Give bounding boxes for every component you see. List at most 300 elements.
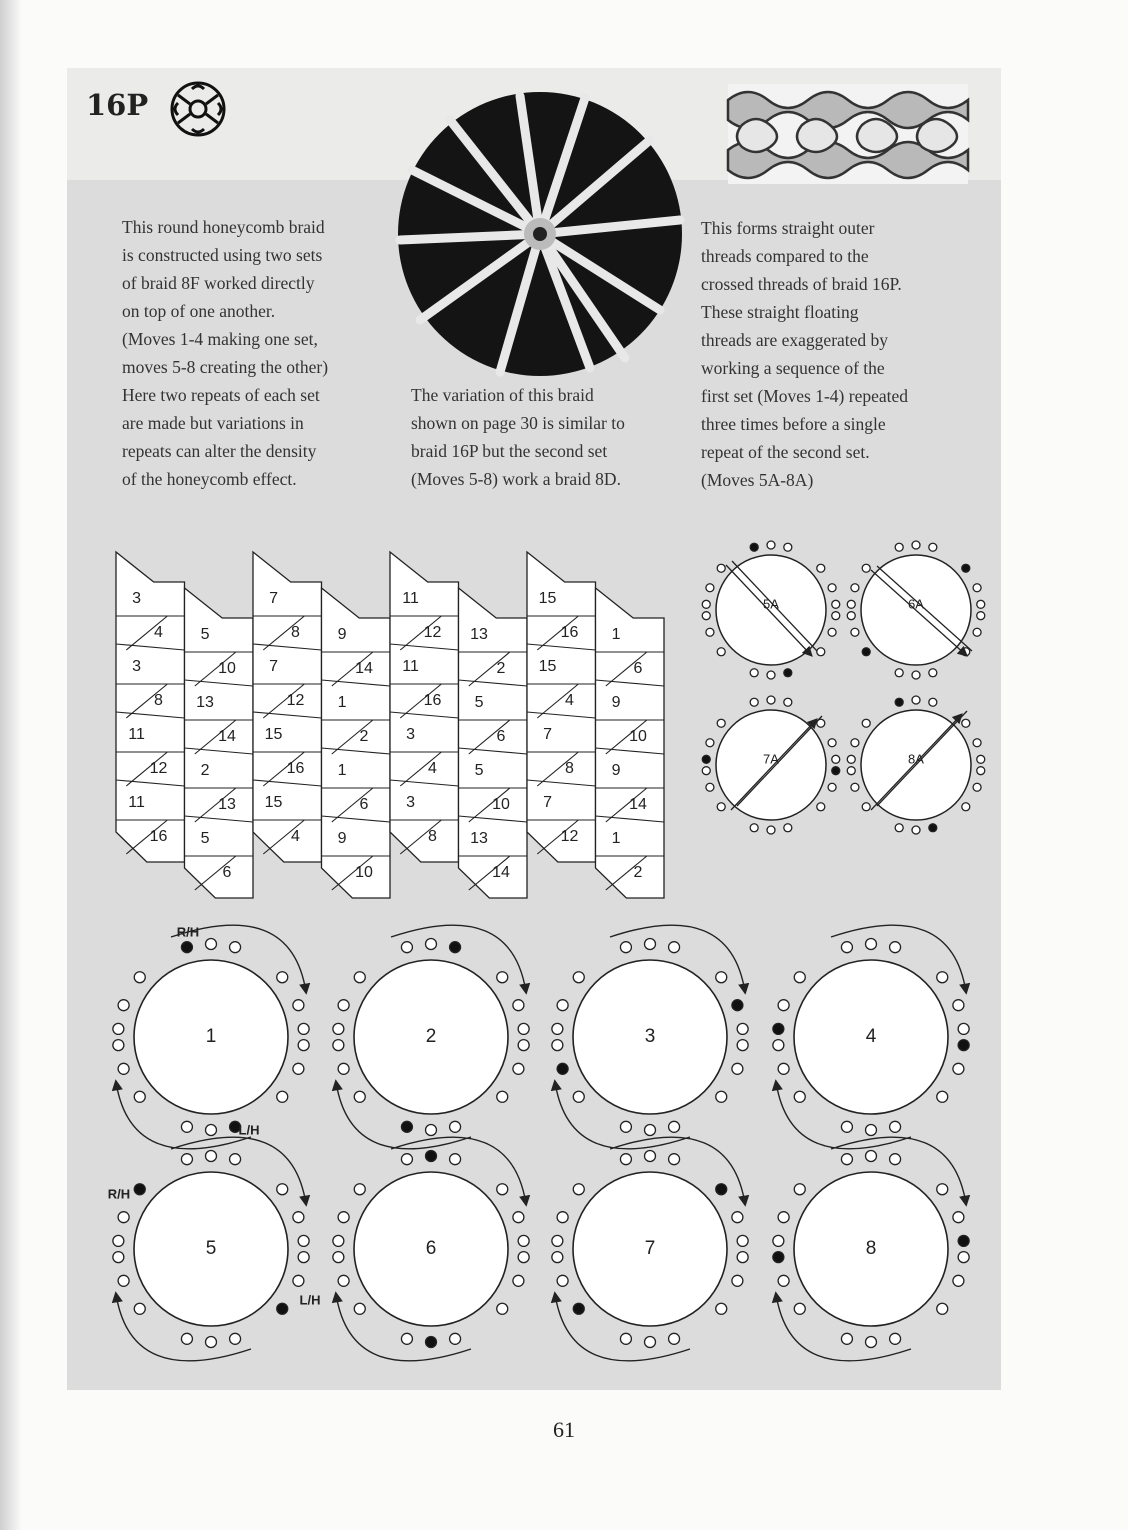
slot-dot — [717, 719, 725, 727]
disc-photo — [398, 92, 682, 376]
braid-cell-label: 15 — [264, 726, 283, 744]
slot-dot — [401, 1333, 412, 1344]
slot-dot — [338, 1275, 349, 1286]
slot-dot — [847, 600, 855, 608]
slot-dot — [737, 1235, 748, 1246]
braid-cell-label: 6 — [496, 728, 506, 746]
braid-cell-label: 15 — [538, 590, 557, 608]
braid-cell-label: 14 — [629, 796, 647, 814]
slot-dot — [958, 1040, 969, 1051]
slot-dot — [832, 612, 840, 620]
slot-dot — [890, 1154, 901, 1165]
move-number: 8 — [865, 1238, 877, 1260]
braid-column — [116, 552, 185, 862]
slot-dot — [497, 1184, 508, 1195]
slot-dot — [832, 767, 840, 775]
slot-dot — [847, 612, 855, 620]
slot-dot — [732, 1063, 743, 1074]
slot-dot — [841, 942, 852, 953]
braid-cell-label: 3 — [132, 658, 142, 676]
slot-dot — [354, 1184, 365, 1195]
slot-dot — [778, 1000, 789, 1011]
slot-dot — [866, 939, 877, 950]
slot-dot — [552, 1235, 563, 1246]
slot-dot — [794, 1303, 805, 1314]
variation-move-circle — [847, 696, 985, 834]
slot-dot — [293, 1063, 304, 1074]
slot-dot — [895, 824, 903, 832]
braid-cell-label: 7 — [543, 726, 553, 744]
slot-dot — [293, 1212, 304, 1223]
slot-dot — [716, 1184, 727, 1195]
slot-dot — [669, 942, 680, 953]
slot-dot — [895, 543, 903, 551]
slot-dot — [354, 1303, 365, 1314]
slot-dot — [977, 612, 985, 620]
slot-dot — [134, 972, 145, 983]
slot-dot — [113, 1252, 124, 1263]
slot-dot — [450, 942, 461, 953]
slot-dot — [937, 972, 948, 983]
slot-dot — [929, 669, 937, 677]
braid-cell-label: 1 — [611, 626, 621, 644]
slot-dot — [773, 1040, 784, 1051]
slot-dot — [851, 628, 859, 636]
slot-dot — [333, 1040, 344, 1051]
slot-dot — [929, 824, 937, 832]
slot-dot — [958, 1252, 969, 1263]
slot-dot — [518, 1023, 529, 1034]
slot-dot — [230, 1154, 241, 1165]
slot-dot — [557, 1063, 568, 1074]
slot-dot — [937, 1091, 948, 1102]
braid-cell-label: 14 — [492, 864, 510, 882]
braid-cell-label: 14 — [218, 728, 236, 746]
slot-dot — [401, 1121, 412, 1132]
braid-cell-label: 6 — [633, 660, 643, 678]
slot-dot — [113, 1023, 124, 1034]
slot-dot — [181, 1333, 192, 1344]
braid-cell-label: 12 — [423, 624, 442, 642]
braid-cell-label: 15 — [538, 658, 557, 676]
slot-dot — [230, 1333, 241, 1344]
braid-cell-label: 11 — [402, 658, 419, 676]
slot-dot — [773, 1235, 784, 1246]
slot-dot — [717, 564, 725, 572]
slot-dot — [706, 628, 714, 636]
slot-dot — [717, 803, 725, 811]
braid-cell-label: 1 — [337, 694, 347, 712]
braid-cell-label: 12 — [286, 692, 305, 710]
slot-dot — [426, 1337, 437, 1348]
slot-dot — [206, 1337, 217, 1348]
slot-dot — [817, 803, 825, 811]
slot-dot — [118, 1063, 129, 1074]
slot-dot — [953, 1275, 964, 1286]
braid-cell-label: 12 — [149, 760, 168, 778]
slot-dot — [851, 584, 859, 592]
slot-dot — [620, 1154, 631, 1165]
slot-dot — [732, 1275, 743, 1286]
slot-dot — [962, 564, 970, 572]
slot-dot — [958, 1023, 969, 1034]
slot-dot — [973, 739, 981, 747]
slot-dot — [716, 1091, 727, 1102]
slot-dot — [773, 1252, 784, 1263]
slot-dot — [767, 696, 775, 704]
slot-dot — [645, 1151, 656, 1162]
slot-dot — [230, 942, 241, 953]
variation-move-circle — [702, 696, 840, 834]
slot-dot — [573, 1303, 584, 1314]
slot-dot — [450, 1154, 461, 1165]
slot-dot — [338, 1000, 349, 1011]
slot-dot — [828, 584, 836, 592]
slot-dot — [518, 1040, 529, 1051]
slot-dot — [895, 698, 903, 706]
braid-cell-label: 3 — [132, 590, 142, 608]
slot-dot — [958, 1235, 969, 1246]
braid-cell-label: 3 — [406, 794, 416, 812]
slot-dot — [832, 600, 840, 608]
braid-cell-label: 5 — [200, 830, 210, 848]
slot-dot — [497, 1303, 508, 1314]
slot-dot — [841, 1121, 852, 1132]
slot-dot — [557, 1275, 568, 1286]
move-number: 3 — [644, 1026, 656, 1048]
slot-dot — [702, 612, 710, 620]
slot-dot — [706, 783, 714, 791]
slot-dot — [338, 1212, 349, 1223]
slot-dot — [298, 1023, 309, 1034]
slot-dot — [717, 648, 725, 656]
variation-paragraph: The variation of this braid shown on page 30 is similar to braid 16P but the second set (Moves 5-8) work a braid 8D. — [411, 385, 625, 489]
braid-cell-label: 14 — [355, 660, 373, 678]
slot-dot — [298, 1040, 309, 1051]
braid-cell-label: 8 — [291, 624, 300, 642]
slot-dot — [832, 755, 840, 763]
braid-cell-label: 2 — [359, 728, 369, 746]
slot-dot — [497, 1091, 508, 1102]
braid-cell-label: 12 — [560, 828, 579, 846]
slot-dot — [702, 755, 710, 763]
slot-dot — [784, 669, 792, 677]
left-hand-label: L/H — [238, 1122, 260, 1138]
braid-cell-label: 7 — [543, 794, 553, 812]
slot-dot — [851, 739, 859, 747]
slot-dot — [794, 972, 805, 983]
slot-dot — [784, 543, 792, 551]
right-hand-label: R/H — [107, 1186, 131, 1202]
slot-dot — [973, 584, 981, 592]
slot-dot — [669, 1333, 680, 1344]
slot-dot — [513, 1275, 524, 1286]
slot-dot — [113, 1040, 124, 1051]
slot-dot — [333, 1235, 344, 1246]
variation-move-label: 6A — [908, 596, 924, 612]
slot-dot — [620, 1121, 631, 1132]
braid-cell-label: 9 — [337, 830, 347, 848]
braid-cell-label: 13 — [470, 830, 488, 848]
slot-dot — [702, 767, 710, 775]
slot-dot — [767, 826, 775, 834]
left-hand-label: L/H — [299, 1292, 321, 1308]
slot-dot — [557, 1000, 568, 1011]
braid-cell-label: 13 — [218, 796, 236, 814]
slot-dot — [977, 767, 985, 775]
braid-cell-label: 7 — [269, 590, 279, 608]
slot-dot — [497, 972, 508, 983]
slot-dot — [277, 972, 288, 983]
slot-dot — [841, 1333, 852, 1344]
slot-dot — [953, 1000, 964, 1011]
braid-cell-label: 9 — [611, 694, 621, 712]
slot-dot — [750, 698, 758, 706]
slot-dot — [890, 1121, 901, 1132]
slot-dot — [181, 942, 192, 953]
slot-dot — [890, 942, 901, 953]
braid-cell-label: 4 — [154, 624, 163, 642]
finished-braid-illustration — [728, 84, 968, 184]
slot-dot — [750, 824, 758, 832]
variation-move-circle — [702, 541, 840, 679]
braid-cell-label: 4 — [291, 828, 300, 846]
slot-dot — [118, 1212, 129, 1223]
slot-dot — [962, 719, 970, 727]
braid-cell-label: 11 — [402, 590, 419, 608]
slot-dot — [973, 628, 981, 636]
slot-dot — [552, 1023, 563, 1034]
slot-dot — [866, 1151, 877, 1162]
slot-dot — [450, 1121, 461, 1132]
slot-dot — [645, 939, 656, 950]
slot-dot — [784, 698, 792, 706]
braid-cell-label: 9 — [337, 626, 347, 644]
slot-dot — [354, 972, 365, 983]
braid-cell-label: 2 — [200, 762, 210, 780]
move-number: 4 — [865, 1026, 877, 1048]
variation-move-diagrams — [702, 541, 985, 834]
move-circle — [113, 1137, 309, 1361]
slot-dot — [206, 939, 217, 950]
variation-move-label: 8A — [908, 751, 924, 767]
move-circle — [113, 925, 309, 1149]
slot-dot — [750, 543, 758, 551]
braid-cell-label: 10 — [492, 796, 510, 814]
slot-dot — [929, 698, 937, 706]
slot-dot — [118, 1275, 129, 1286]
slot-dot — [847, 755, 855, 763]
slot-dot — [773, 1023, 784, 1034]
braid-column — [527, 552, 596, 862]
braid-column — [322, 588, 391, 898]
slot-dot — [333, 1252, 344, 1263]
braid-cell-label: 8 — [428, 828, 437, 846]
slot-dot — [518, 1235, 529, 1246]
right-hand-label: R/H — [176, 924, 200, 940]
slot-dot — [513, 1000, 524, 1011]
slot-dot — [333, 1023, 344, 1034]
braid-cell-label: 1 — [337, 762, 347, 780]
braid-column — [596, 588, 665, 898]
braid-cell-label: 6 — [359, 796, 369, 814]
braid-cell-label: 2 — [496, 660, 506, 678]
slot-dot — [817, 564, 825, 572]
braid-cell-label: 16 — [560, 624, 579, 642]
slot-dot — [817, 648, 825, 656]
slot-dot — [794, 1091, 805, 1102]
braid-cell-label: 4 — [565, 692, 574, 710]
slot-dot — [912, 671, 920, 679]
slot-dot — [767, 671, 775, 679]
move-diagrams — [108, 924, 969, 1360]
braid-cell-label: 3 — [406, 726, 416, 744]
slot-dot — [552, 1252, 563, 1263]
slot-dot — [767, 541, 775, 549]
page-number: 61 — [553, 1417, 575, 1442]
braid-code-title: 16P — [86, 88, 149, 122]
slot-dot — [426, 1125, 437, 1136]
slot-dot — [298, 1252, 309, 1263]
slot-dot — [557, 1212, 568, 1223]
braid-column — [185, 588, 254, 898]
braid-cell-label: 7 — [269, 658, 279, 676]
slot-dot — [828, 739, 836, 747]
braid-disc-symbol-icon — [172, 83, 224, 135]
slot-dot — [277, 1303, 288, 1314]
slot-dot — [828, 783, 836, 791]
slot-dot — [706, 739, 714, 747]
slot-dot — [895, 669, 903, 677]
slot-dot — [293, 1000, 304, 1011]
slot-dot — [862, 648, 870, 656]
slot-dot — [401, 1154, 412, 1165]
slot-dot — [866, 1337, 877, 1348]
slot-dot — [298, 1235, 309, 1246]
braid-cell-label: 5 — [200, 626, 210, 644]
slot-dot — [706, 584, 714, 592]
braid-column — [253, 552, 322, 862]
braid-column — [390, 552, 459, 862]
braid-cell-label: 16 — [286, 760, 305, 778]
slot-dot — [716, 972, 727, 983]
slot-dot — [450, 1333, 461, 1344]
slot-dot — [513, 1063, 524, 1074]
move-circle — [552, 925, 748, 1149]
slot-dot — [277, 1184, 288, 1195]
braid-cell-label: 8 — [154, 692, 163, 710]
slot-dot — [929, 543, 937, 551]
slot-dot — [841, 1154, 852, 1165]
slot-dot — [912, 541, 920, 549]
braid-cell-label: 8 — [565, 760, 574, 778]
slot-dot — [513, 1212, 524, 1223]
move-circle — [773, 1137, 969, 1361]
slot-dot — [573, 972, 584, 983]
slot-dot — [716, 1303, 727, 1314]
slot-dot — [118, 1000, 129, 1011]
slot-dot — [862, 719, 870, 727]
slot-dot — [338, 1063, 349, 1074]
braid-cell-label: 11 — [128, 726, 145, 744]
slot-dot — [973, 783, 981, 791]
braid-cell-label: 15 — [264, 794, 283, 812]
slot-dot — [737, 1023, 748, 1034]
slot-dot — [669, 1121, 680, 1132]
slot-dot — [732, 1000, 743, 1011]
move-number: 5 — [205, 1238, 217, 1260]
braid-cell-label: 16 — [423, 692, 442, 710]
slot-dot — [778, 1275, 789, 1286]
variation-move-label: 5A — [763, 596, 779, 612]
braid-cell-label: 5 — [474, 694, 484, 712]
slot-dot — [862, 803, 870, 811]
slot-dot — [134, 1091, 145, 1102]
slot-dot — [552, 1040, 563, 1051]
slot-dot — [113, 1235, 124, 1246]
slot-dot — [847, 767, 855, 775]
slot-dot — [134, 1303, 145, 1314]
straight-threads-paragraph: This forms straight outer threads compared to the crossed threads of braid 16P. These straight floating threads are exaggerated by working a sequence of the first set (Moves 1-4) repeated three times before a single repeat of the second set. (Moves 5A-8A) — [701, 218, 909, 490]
move-circle — [333, 1137, 529, 1361]
slot-dot — [354, 1091, 365, 1102]
braid-cell-label: 11 — [128, 794, 145, 812]
slot-dot — [181, 1121, 192, 1132]
slot-dot — [977, 755, 985, 763]
slot-dot — [293, 1275, 304, 1286]
slot-dot — [750, 669, 758, 677]
move-number: 7 — [644, 1238, 656, 1260]
slot-dot — [953, 1212, 964, 1223]
slot-dot — [518, 1252, 529, 1263]
slot-dot — [828, 628, 836, 636]
move-number: 2 — [425, 1026, 437, 1048]
slot-dot — [620, 1333, 631, 1344]
slot-dot — [669, 1154, 680, 1165]
slot-dot — [912, 696, 920, 704]
slot-dot — [866, 1125, 877, 1136]
slot-dot — [890, 1333, 901, 1344]
move-circle — [773, 925, 969, 1149]
slot-dot — [794, 1184, 805, 1195]
slot-dot — [645, 1337, 656, 1348]
slot-dot — [620, 942, 631, 953]
slot-dot — [426, 939, 437, 950]
move-number: 1 — [205, 1026, 217, 1048]
braid-cell-label: 10 — [355, 864, 373, 882]
move-circle — [552, 1137, 748, 1361]
braid-cell-label: 13 — [470, 626, 488, 644]
move-number: 6 — [425, 1238, 437, 1260]
braid-cell-label: 5 — [474, 762, 484, 780]
braid-cell-label: 10 — [218, 660, 236, 678]
slot-dot — [977, 600, 985, 608]
variation-move-circle — [847, 541, 985, 679]
slot-dot — [181, 1154, 192, 1165]
braid-cell-label: 6 — [222, 864, 232, 882]
braid-cell-label: 10 — [629, 728, 647, 746]
braid-structure-diagram — [116, 552, 664, 898]
slot-dot — [134, 1184, 145, 1195]
slot-dot — [937, 1184, 948, 1195]
braid-cell-label: 4 — [428, 760, 437, 778]
braid-cell-label: 13 — [196, 694, 214, 712]
slot-dot — [573, 1184, 584, 1195]
slot-dot — [645, 1125, 656, 1136]
slot-dot — [778, 1212, 789, 1223]
slot-dot — [778, 1063, 789, 1074]
slot-dot — [862, 564, 870, 572]
